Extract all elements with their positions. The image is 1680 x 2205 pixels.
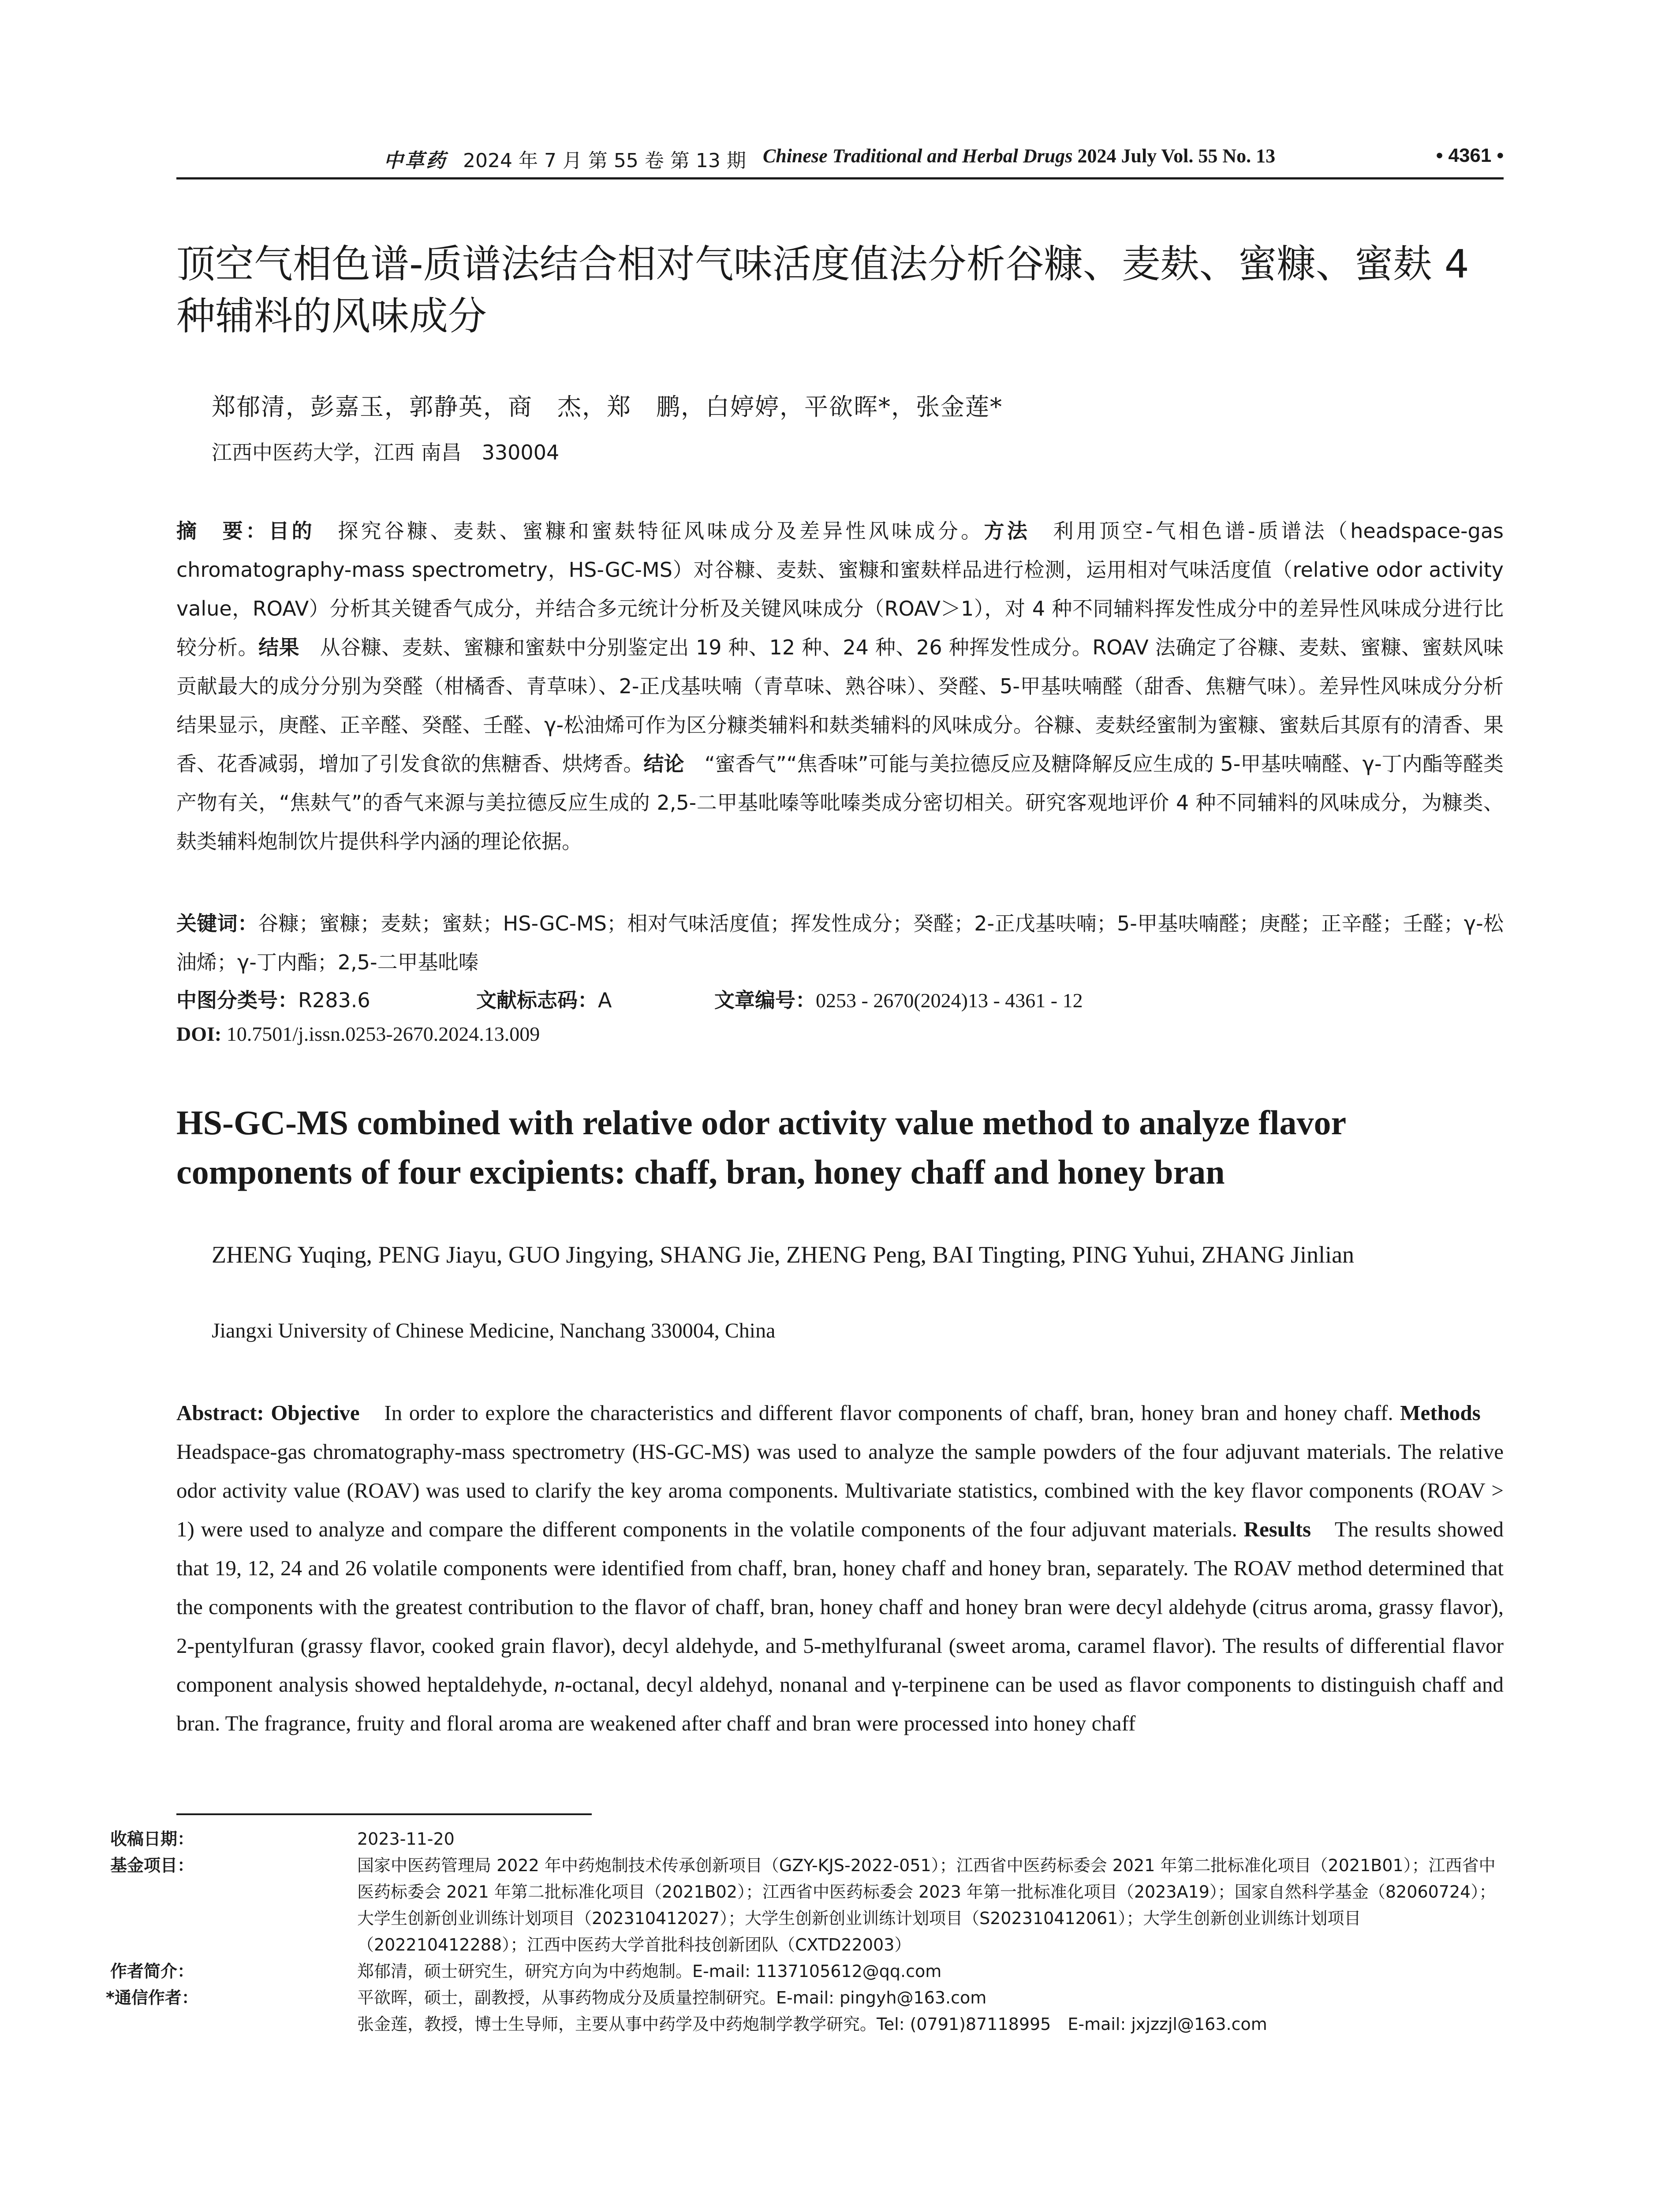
abstract-label-cn: 摘 要： bbox=[176, 519, 269, 543]
funding-label: 基金项目： bbox=[110, 1856, 194, 1875]
footnotes bbox=[106, 1826, 1504, 2037]
doc-code-label: 文献标志码： bbox=[476, 988, 598, 1012]
authors-cn: 郑郁清，彭嘉玉，郭静英，商 杰，郑 鹏，白婷婷，平欲晖*，张金莲* bbox=[212, 393, 1003, 421]
clc-value: R283.6 bbox=[298, 988, 370, 1012]
received-label: 收稿日期： bbox=[110, 1829, 194, 1849]
article-number-value: 0253 - 2670(2024)13 - 4361 - 12 bbox=[816, 989, 1083, 1012]
footnote-corresponding bbox=[106, 1984, 1504, 2011]
authors-en: ZHENG Yuqing, PENG Jiayu, GUO Jingying, SHANG Jie, ZHENG Peng, BAI Tingting, PING Yuhui, ZHANG Jinlian bbox=[212, 1241, 1355, 1268]
objective-text-cn: 探究谷糠、麦麸、蜜糠和蜜麸特征风味成分及差异性风味成分。 bbox=[314, 519, 984, 543]
keywords-label-cn: 关键词： bbox=[176, 912, 258, 935]
title-en: HS-GC-MS combined with relative odor activity value method to analyze flavor components of four excipients: chaff, bran, honey chaff and honey bran bbox=[176, 1103, 1346, 1191]
methods-text-en: Headspace-gas chromatography-mass spectrometry (HS-GC-MS) was used to analyze the sample powders of the four adjuvant materials. The relative odor activity value (ROAV) was used to clarify the key aroma components. Multivariate statistics, combined with the key flavor components (ROAV > 1) were used to analyze and compare the different components in the volatile components of the four adjuvant materials. bbox=[176, 1401, 1504, 1541]
corresponding-author-1: 平欲晖，硕士，副教授，从事药物成分及质量控制研究。E-mail: pingyh@163.com bbox=[357, 1988, 987, 2007]
journal-info-en bbox=[763, 145, 1275, 167]
journal-name-en: Chinese Traditional and Herbal Drugs bbox=[763, 145, 1073, 167]
abstract-objective-label-en: Abstract: Objective bbox=[176, 1401, 360, 1425]
conclusion-label-cn: 结论 bbox=[643, 752, 684, 776]
methods-label-cn: 方法 bbox=[984, 519, 1030, 543]
journal-logo-cn: 中草药 bbox=[384, 149, 447, 172]
footnote-rule bbox=[176, 1813, 592, 1815]
page-number: • 4361 • bbox=[1436, 145, 1504, 166]
abstract-en bbox=[176, 1394, 1504, 1743]
footnote-received bbox=[110, 1826, 1504, 1852]
results-text-cn: 从谷糠、麦麸、蜜糠和蜜麸中分别鉴定出 19 种、12 种、24 种、26 种挥发性成分。ROAV 法确定了谷糠、麦麸、蜜糠、蜜麸风味贡献最大的成分分别为癸醛（柑橘香、青草味）、2-正戊基呋喃（青草味、熟谷味）、癸醛、5-甲基呋喃醛（甜香、焦糖气味）。差异性风味成分分析结果显示，庚醛、正辛醛、癸醛、壬醛、γ-松油烯可作为区分糠类辅料和麸类辅料的风味成分。谷糠、麦麸经蜜制为蜜糠、蜜麸后其原有的清香、果香、花香减弱，增加了引发食欲的焦糖香、烘烤香。 bbox=[176, 635, 1504, 776]
doi-label: DOI: bbox=[176, 1023, 222, 1045]
author-bio-text: 郑郁清，硕士研究生，研究方向为中药炮制。E-mail: 1137105612@qq.com bbox=[357, 1962, 942, 1981]
results-label-en: Results bbox=[1243, 1517, 1311, 1541]
keywords-text-cn: 谷糠；蜜糠；麦麸；蜜麸；HS-GC-MS；相对气味活度值；挥发性成分；癸醛；2-正戊基呋喃；5-甲基呋喃醛；庚醛；正辛醛；壬醛；γ-松油烯；γ-丁内酯；2,5-二甲基吡嗪 bbox=[176, 912, 1504, 974]
affiliation-cn: 江西中医药大学，江西 南昌 330004 bbox=[212, 441, 560, 464]
title-cn: 顶空气相色谱-质谱法结合相对气味活度值法分析谷糠、麦麸、蜜糠、蜜麸 4 种辅料的风味成分 bbox=[176, 241, 1469, 339]
methods-text-cn: 利用顶空-气相色谱-质谱法（headspace-gas chromatography-mass spectrometry，HS-GC-MS）对谷糠、麦麸、蜜糠和蜜麸样品进行检测，运用相对气味活度值（relative odor activity value，ROAV）分析其关键香气成分，并结合多元统计分析及关键风味成分（ROAV＞1），对 4 种不同辅料挥发性成分中的差异性风味成分进行比较分析。 bbox=[176, 519, 1504, 659]
doc-code-field bbox=[476, 984, 612, 1013]
issue-info-cn: 2024 年 7 月 第 55 卷 第 13 期 bbox=[463, 149, 746, 172]
keywords-cn bbox=[176, 904, 1504, 982]
header-rule bbox=[176, 177, 1504, 179]
objective-text-en: In order to explore the characteristics and different flavor components of chaff, bran, honey bran and honey chaff. bbox=[359, 1401, 1393, 1425]
doi-link[interactable]: 10.7501/j.issn.0253-2670.2024.13.009 bbox=[226, 1023, 540, 1045]
funding-text: 国家中医药管理局 2022 年中药炮制技术传承创新项目（GZY-KJS-2022-051）；江西省中医药标委会 2021 年第二批标准化项目（2021B01）；江西省中医药标委会 2021 年第二批标准化项目（2021B02）；江西省中医药标委会 2023 年第一批标准化项目（2023A19）；国家自然科学基金（82060724）；大学生创新创业训练计划项目（202310412027）；大学生创新创业训练计划项目（S202310412061）；大学生创新创业训练计划项目（202210412288）；江西中医药大学首批科技创新团队（CXTD22003） bbox=[357, 1856, 1496, 1955]
footnote-funding bbox=[110, 1852, 1504, 1958]
results-text-en-1: The results showed that 19, 12, 24 and 26 volatile components were identified from chaff, bran, honey chaff and honey bran, separately. The ROAV method determined that the components with the greatest contribution to the flavor of chaff, bran, honey chaff and honey bran were decyl aldehyde (citrus aroma, grassy flavor), 2-pentylfuran (grassy flavor, cooked grain flavor), decyl aldehyde, and 5-methylfuranal (sweet aroma, caramel flavor). The results of differential flavor component analysis showed heptaldehyde, bbox=[176, 1517, 1504, 1697]
clc-field bbox=[176, 984, 370, 1013]
objective-label-cn: 目的 bbox=[269, 519, 315, 543]
footnote-corresponding-2 bbox=[234, 2011, 1504, 2037]
methods-label-en: Methods bbox=[1400, 1401, 1481, 1425]
doc-code-value: A bbox=[598, 988, 612, 1012]
affiliation-en: Jiangxi University of Chinese Medicine, Nanchang 330004, China bbox=[212, 1319, 776, 1342]
abstract-cn bbox=[176, 512, 1504, 861]
author-bio-label: 作者简介： bbox=[110, 1962, 194, 1981]
issue-info-en: 2024 July Vol. 55 No. 13 bbox=[1077, 145, 1276, 167]
results-label-cn: 结果 bbox=[258, 635, 300, 659]
doi-line bbox=[176, 1022, 540, 1046]
clc-label: 中图分类号： bbox=[176, 988, 298, 1012]
results-italic-n: n bbox=[554, 1672, 565, 1697]
corresponding-label: *通信作者： bbox=[106, 1988, 198, 2007]
conclusion-text-cn: “蜜香气”“焦香味”可能与美拉德反应及糖降解反应生成的 5-甲基呋喃醛、γ-丁内酯等醛类产物有关，“焦麸气”的香气来源与美拉德反应生成的 2,5-二甲基吡嗪等吡嗪类成分密切相关。研究客观地评价 4 种不同辅料的风味成分，为糠类、麸类辅料炮制饮片提供科学内涵的理论依据。 bbox=[176, 752, 1504, 853]
running-header bbox=[176, 145, 1504, 171]
received-date: 2023-11-20 bbox=[357, 1829, 455, 1849]
article-number-label: 文章编号： bbox=[714, 988, 816, 1012]
results-text-en-2: -octanal, decyl aldehyd, nonanal and γ-terpinene can be used as flavor components to distinguish chaff and bran. The fragrance, fruity and floral aroma are weakened after chaff and bran were processed into honey chaff bbox=[176, 1672, 1504, 1735]
article-number-field bbox=[714, 984, 1083, 1013]
corresponding-author-2: 张金莲，教授，博士生导师，主要从事中药学及中药炮制学教学研究。Tel: (0791)87118995 E-mail: jxjzzjl@163.com bbox=[357, 2014, 1267, 2034]
footnote-author-bio bbox=[110, 1958, 1504, 1984]
